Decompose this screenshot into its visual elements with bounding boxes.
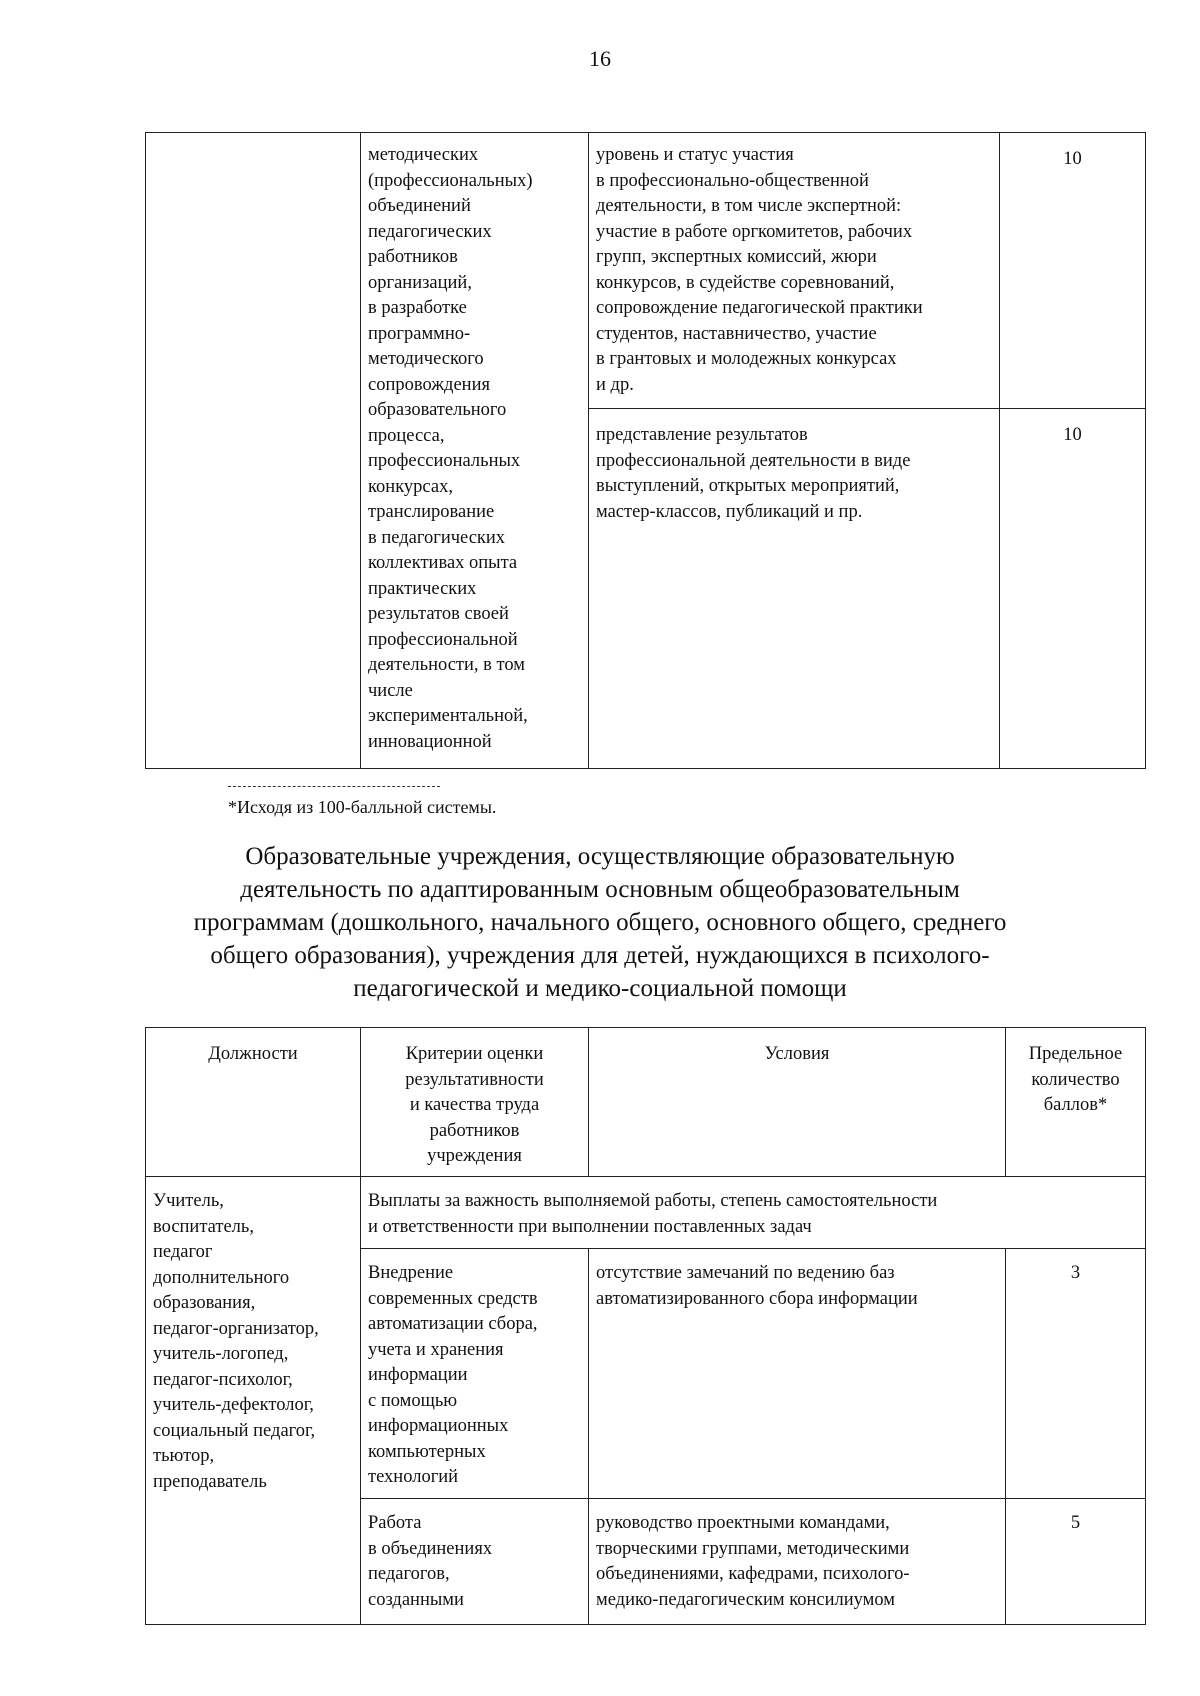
criteria-table-continued bbox=[145, 132, 1146, 769]
header-conditions: Условия bbox=[589, 1028, 1006, 1177]
points-cell: 10 bbox=[1000, 409, 1146, 769]
points-cell: 5 bbox=[1006, 1499, 1146, 1625]
condition-cell: руководство проектными командами, творческими группами, методическими объединениями, кафедрами, психолого- медико-педагогическим консилиумом bbox=[589, 1499, 1006, 1625]
points-cell: 3 bbox=[1006, 1249, 1146, 1499]
criterion-cell: Внедрение современных средств автоматизации сбора, учета и хранения информации с помощью информационных компьютерных технологий bbox=[361, 1249, 589, 1499]
header-row bbox=[146, 1028, 1146, 1177]
page-number: 16 bbox=[589, 46, 611, 71]
condition-cell: отсутствие замечаний по ведению баз автоматизированного сбора информации bbox=[589, 1249, 1006, 1499]
header-criteria: Критерии оценки результативности и качества труда работников учреждения bbox=[361, 1028, 589, 1177]
criterion-cell: методических (профессиональных) объединений педагогических работников организаций, в разработке программно- методического сопровождения образовательного процесса, профессиональных конкурсах, транслирование в педагогических коллективах опыта практических результатов своей профессиональной деятельности, в том числе экспериментальной, инновационной bbox=[361, 133, 589, 769]
section-title-cell: Выплаты за важность выполняемой работы, степень самостоятельности и ответственности при выполнении поставленных задач bbox=[361, 1177, 1146, 1249]
section-heading: Образовательные учреждения, осуществляющие образовательную деятельность по адаптированным основным общеобразовательным программам (дошкольного, начального общего, основного общего, среднего общего образования), учреждения для детей, нуждающихся в психолого- педагогической и медико-социальной помощи bbox=[193, 843, 1007, 1002]
footnote: *Исходя из 100-балльной системы. bbox=[228, 797, 497, 817]
table-row bbox=[146, 133, 1146, 409]
points-cell: 10 bbox=[1000, 133, 1146, 409]
condition-cell: представление результатов профессиональной деятельности в виде выступлений, открытых мероприятий, мастер-классов, публикаций и пр. bbox=[589, 409, 1000, 769]
footnote-divider bbox=[228, 786, 440, 787]
section-row bbox=[146, 1177, 1146, 1249]
positions-cell: Учитель, воспитатель, педагог дополнительного образования, педагог-организатор, учитель-логопед, педагог-психолог, учитель-дефектолог, социальный педагог, тьютор, преподаватель bbox=[146, 1177, 361, 1625]
condition-cell: уровень и статус участия в профессионально-общественной деятельности, в том числе экспертной: участие в работе оргкомитетов, рабочих групп, экспертных комиссий, жюри конкурсов, в судействе соревнований, сопровождение педагогической практики студентов, наставничество, участие в грантовых и молодежных конкурсах и др. bbox=[589, 133, 1000, 409]
header-max-points: Предельное количество баллов* bbox=[1006, 1028, 1146, 1177]
criteria-table bbox=[145, 1027, 1146, 1625]
header-position: Должности bbox=[146, 1028, 361, 1177]
positions-cell-empty bbox=[146, 133, 361, 769]
criterion-cell: Работа в объединениях педагогов, созданными bbox=[361, 1499, 589, 1625]
